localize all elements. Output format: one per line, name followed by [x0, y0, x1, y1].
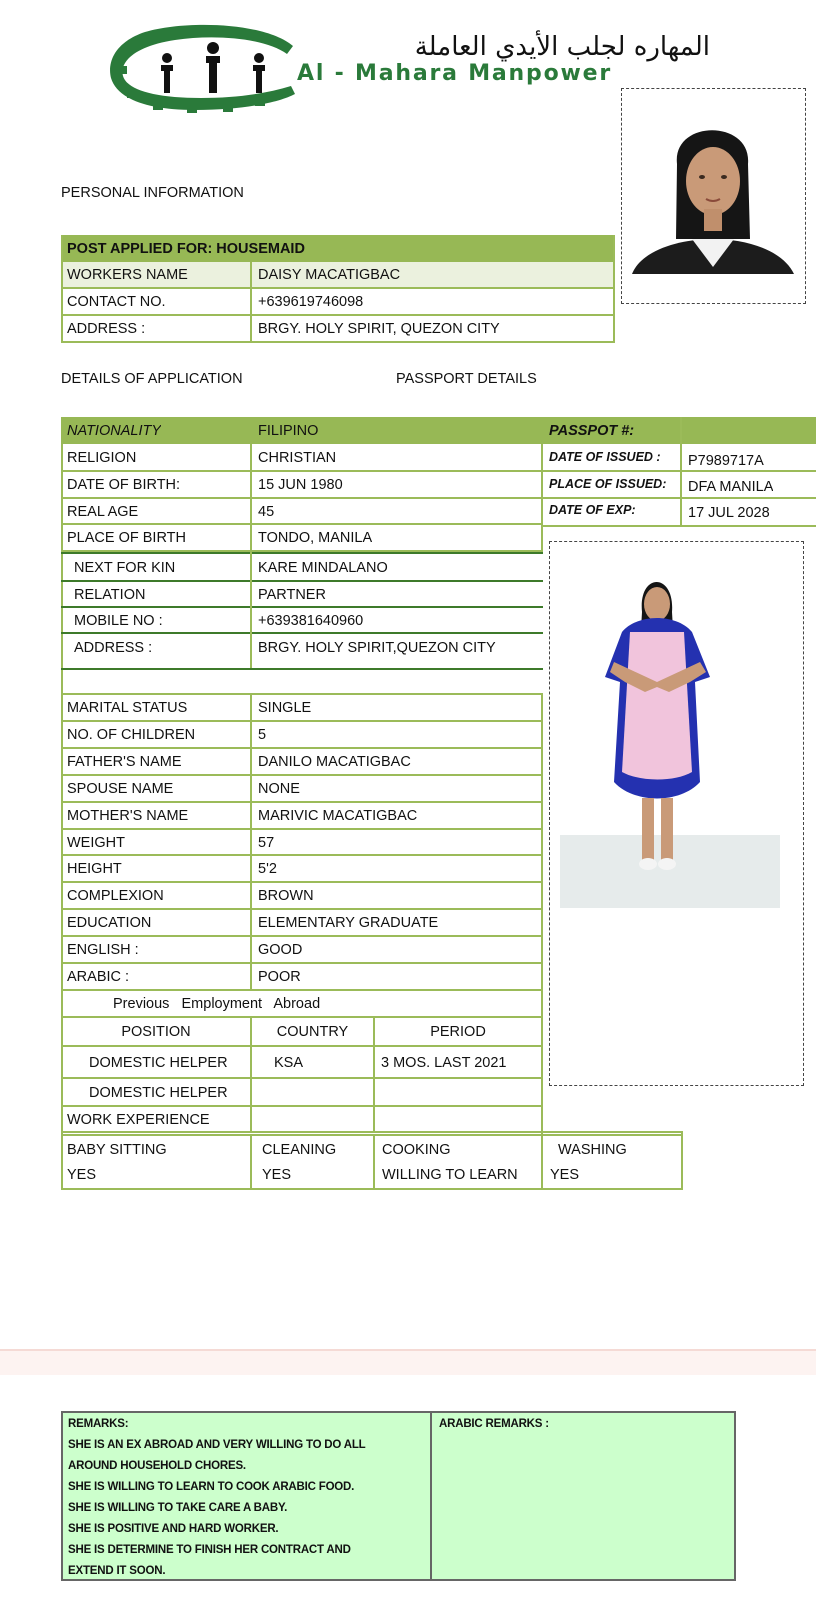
remarks-line: SHE IS WILLING TO LEARN TO COOK ARABIC FOOD. — [68, 1481, 355, 1493]
app-label-children: NO. OF CHILDREN — [67, 727, 196, 743]
page-divider — [0, 1349, 816, 1375]
app-label-nationality: NATIONALITY — [67, 422, 161, 439]
employment-row-position: DOMESTIC HELPER — [89, 1084, 228, 1101]
personal-value-workers-name: DAISY MACATIGBAC — [258, 267, 401, 283]
passport-value-place-issued: DFA MANILA — [688, 479, 774, 495]
employment-title: Previous Employment Abroad — [113, 996, 321, 1012]
app-value-father: DANILO MACATIGBAC — [258, 754, 411, 770]
work-experience-title: WORK EXPERIENCE — [67, 1111, 210, 1128]
section-passport-details: PASSPORT DETAILS — [396, 371, 537, 387]
app-value-children: 5 — [258, 727, 267, 743]
passport-value-date-issued: P7989717A — [688, 453, 764, 469]
app-label-mother: MOTHER'S NAME — [67, 808, 189, 824]
person-full-body-icon — [550, 542, 802, 1084]
app-label-age: REAL AGE — [67, 504, 139, 520]
app-label-weight: WEIGHT — [67, 835, 125, 851]
logo-arabic-name: المهاره لجلب الأيدي العاملة — [414, 32, 710, 62]
kin-label-address: ADDRESS : — [74, 640, 153, 656]
app-label-religion: RELIGION — [67, 450, 137, 466]
personal-label-workers-name: WORKERS NAME — [67, 267, 188, 283]
logo-english-name: Al - Mahara Manpower — [297, 61, 612, 86]
arabic-remarks-title: ARABIC REMARKS : — [439, 1418, 549, 1430]
employment-header-period: PERIOD — [430, 1024, 486, 1040]
passport-label-place-issued: PLACE OF ISSUED: — [549, 477, 667, 491]
remarks-line: SHE IS AN EX ABROAD AND VERY WILLING TO DO ALL — [68, 1439, 366, 1451]
passport-label-date-issued: DATE OF ISSUED : — [549, 450, 661, 464]
app-label-pob: PLACE OF BIRTH — [67, 530, 186, 546]
skill-name-washing: WASHING — [558, 1142, 627, 1158]
full-body-photo — [549, 541, 804, 1086]
passport-label-date-exp: DATE OF EXP: — [549, 503, 636, 517]
employment-row-period: 3 MOS. LAST 2021 — [381, 1055, 507, 1071]
remarks-line: EXTEND IT SOON. — [68, 1565, 166, 1577]
post-applied: POST APPLIED FOR: HOUSEMAID — [67, 240, 305, 257]
employment-row-country: KSA — [274, 1055, 304, 1071]
kin-value-relation: PARTNER — [258, 587, 326, 603]
app-value-english: GOOD — [258, 942, 303, 958]
skill-name-cleaning: CLEANING — [262, 1142, 337, 1158]
kin-label-name: NEXT FOR KIN — [74, 560, 176, 576]
app-value-height: 5'2 — [258, 861, 277, 877]
app-label-dob: DATE OF BIRTH: — [67, 477, 181, 493]
app-label-arabic: ARABIC : — [67, 969, 130, 985]
remarks-line: AROUND HOUSEHOLD CHORES. — [68, 1460, 246, 1472]
app-label-complexion: COMPLEXION — [67, 888, 164, 904]
kin-label-mobile: MOBILE NO : — [74, 613, 163, 629]
kin-value-address: BRGY. HOLY SPIRIT,QUEZON CITY — [258, 640, 496, 656]
remarks-line: SHE IS POSITIVE AND HARD WORKER. — [68, 1523, 279, 1535]
app-label-english: ENGLISH : — [67, 942, 139, 958]
passport-value-date-exp: 17 JUL 2028 — [688, 505, 770, 521]
personal-value-contact: +639619746098 — [258, 294, 364, 310]
app-value-age: 45 — [258, 504, 275, 520]
kin-label-relation: RELATION — [74, 587, 146, 603]
app-value-education: ELEMENTARY GRADUATE — [258, 915, 439, 931]
personal-label-contact: CONTACT NO. — [67, 294, 166, 310]
remarks-line: SHE IS DETERMINE TO FINISH HER CONTRACT AND — [68, 1544, 351, 1556]
skill-value-cooking: WILLING TO LEARN — [382, 1167, 518, 1183]
passport-number-label: PASSPOT #: — [549, 422, 635, 439]
skill-name-baby-sitting: BABY SITTING — [67, 1142, 167, 1158]
app-value-marital: SINGLE — [258, 700, 312, 716]
app-value-mother: MARIVIC MACATIGBAC — [258, 808, 418, 824]
personal-value-address: BRGY. HOLY SPIRIT, QUEZON CITY — [258, 321, 500, 337]
section-details-of-application: DETAILS OF APPLICATION — [61, 371, 243, 387]
section-personal-information: PERSONAL INFORMATION — [61, 185, 244, 201]
remarks-box — [61, 1411, 736, 1581]
skill-name-cooking: COOKING — [382, 1142, 451, 1158]
person-headshot-icon — [622, 89, 804, 301]
app-label-spouse: SPOUSE NAME — [67, 781, 174, 797]
app-value-arabic: POOR — [258, 969, 301, 985]
app-label-education: EDUCATION — [67, 915, 152, 931]
employment-row-position: DOMESTIC HELPER — [89, 1055, 228, 1071]
app-label-father: FATHER'S NAME — [67, 754, 182, 770]
remarks-line: SHE IS WILLING TO TAKE CARE A BABY. — [68, 1502, 288, 1514]
employment-header-position: POSITION — [121, 1024, 191, 1040]
remarks-title: REMARKS: — [68, 1418, 129, 1430]
app-value-religion: CHRISTIAN — [258, 450, 337, 466]
app-label-marital: MARITAL STATUS — [67, 700, 188, 716]
skill-value-washing: YES — [550, 1167, 580, 1183]
kin-value-name: KARE MINDALANO — [258, 560, 388, 576]
gear-logo-icon — [105, 18, 305, 113]
kin-value-mobile: +639381640960 — [258, 613, 364, 629]
app-label-height: HEIGHT — [67, 861, 122, 877]
remarks-content — [68, 1414, 428, 1582]
app-value-nationality: FILIPINO — [258, 422, 319, 439]
employment-header-country: COUNTRY — [276, 1024, 349, 1040]
app-value-complexion: BROWN — [258, 888, 314, 904]
app-value-pob: TONDO, MANILA — [258, 530, 373, 546]
app-value-dob: 15 JUN 1980 — [258, 477, 343, 493]
skill-value-cleaning: YES — [262, 1167, 292, 1183]
skill-value-baby-sitting: YES — [67, 1167, 97, 1183]
app-value-spouse: NONE — [258, 781, 300, 797]
app-value-weight: 57 — [258, 835, 275, 851]
headshot-photo — [621, 88, 806, 304]
personal-label-address: ADDRESS : — [67, 321, 146, 337]
